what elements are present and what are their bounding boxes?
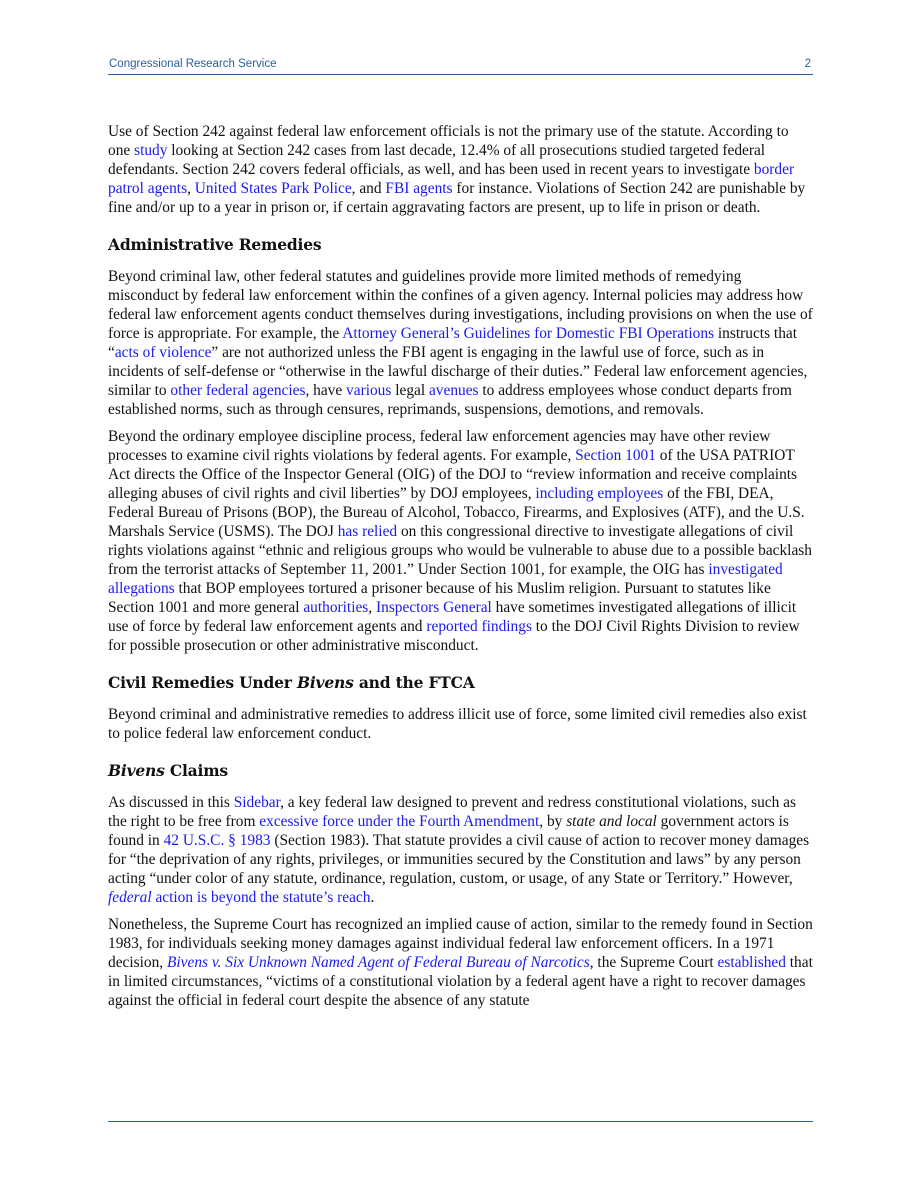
link-excessive-force[interactable]: excessive force under the Fourth Amendment: [259, 813, 540, 830]
publisher-name: Congressional Research Service: [109, 58, 277, 70]
link-avenues[interactable]: avenues: [428, 382, 479, 399]
link-fbi-agents[interactable]: FBI agents: [385, 180, 453, 197]
link-various[interactable]: various: [346, 382, 392, 399]
paragraph-review-processes: Beyond the ordinary employee discipline process, federal law enforcement agencies may have other review processes to examine civil rights violations by federal agents. For example, Section 1001 of the USA PATRIOT Act directs the Office of the Inspector General (OIG) of the DOJ to “review information and receive complaints alleging abuses of civil rights and civil liberties” by DOJ employees, including employees of the FBI, DEA, Federal Bureau of Prisons (BOP), the Bureau of Alcohol, Tobacco, Firearms, and Explosives (ATF), and the U.S. Marshals Service (USMS). The DOJ has relied on this congressional directive to investigate allegations of civil rights violations against “ethnic and religious groups who would be vulnerable to abuse due to a possible backlash from the terrorist attacks of September 11, 2001.” Under Section 1001, for example, the OIG has investigated allegations that BOP employees tortured a prisoner because of his Muslim religion. Pursuant to statutes like Section 1001 and more general authorities, Inspectors General have sometimes investigated allegations of illicit use of force by federal law enforcement agents and reported findings to the DOJ Civil Rights Division to review for possible prosecution or other administrative misconduct.: [108, 428, 812, 654]
paragraph-section-242: Use of Section 242 against federal law enforcement officials is not the primary use of the statute. According to one study looking at Section 242 cases from last decade, 12.4% of all prosecutions studied targeted federal defendants. Section 242 covers federal officials, as well, and has been used in recent years to investigate border patrol agents, United States Park Police, and FBI agents for instance. Violations of Section 242 are punishable by fine and/or up to a year in prison or, if certain aggravating factors are present, up to life in prison or death.: [108, 123, 806, 216]
link-federal-action-beyond-reach[interactable]: federal action is beyond the statute’s reach: [108, 889, 371, 906]
link-has-relied[interactable]: has relied: [337, 523, 398, 540]
paragraph-civil-remedies: Beyond criminal and administrative remedies to address illicit use of force, some limited civil remedies also exist to police federal law enforcement conduct.: [108, 706, 807, 742]
heading-bivens-claims: Bivens Claims: [108, 761, 228, 780]
link-42-usc-1983[interactable]: 42 U.S.C. § 1983: [163, 832, 271, 849]
paragraph-bivens-decision: Nonetheless, the Supreme Court has recognized an implied cause of action, similar to the remedy found in Section 1983, for individuals seeking money damages against individual federal law enforcement officers. In a 1971 decision, Bivens v. Six Unknown Named Agent of Federal Bureau of Narcotics, the Supreme Court established that in limited circumstances, “victims of a constitutional violation by a federal agent have a right to recover damages against the official in federal court despite the absence of any statute: [108, 916, 813, 1009]
footer-divider: [108, 1121, 813, 1122]
link-reported-findings[interactable]: reported findings: [426, 618, 532, 635]
page-header: [108, 56, 813, 75]
link-border-patrol-agents[interactable]: border patrol agents: [108, 161, 795, 197]
link-bivens-case[interactable]: Bivens v. Six Unknown Named Agent of Federal Bureau of Narcotics: [167, 954, 590, 971]
link-established[interactable]: established: [717, 954, 786, 971]
heading-civil-remedies: Civil Remedies Under Bivens and the FTCA: [108, 673, 475, 692]
document-body: [108, 122, 813, 1018]
paragraph-section-1983: As discussed in this Sidebar, a key federal law designed to prevent and redress constitutional violations, such as the right to be free from excessive force under the Fourth Amendment, by state and local government actors is found in 42 U.S.C. § 1983 (Section 1983). That statute provides a civil cause of action to recover money damages for “the deprivation of any rights, privileges, or immunities secured by the Constitution and laws” by any person acting “under color of any statute, ordinance, regulation, custom, or usage, of any State or Territory.” However, federal action is beyond the statute’s reach.: [108, 794, 810, 906]
link-park-police[interactable]: United States Park Police: [194, 180, 352, 197]
link-investigated-allegations[interactable]: investigated allegations: [108, 561, 783, 597]
link-acts-of-violence[interactable]: acts of violence: [114, 344, 212, 361]
link-other-federal-agencies[interactable]: other federal agencies: [170, 382, 306, 399]
link-inspectors-general[interactable]: Inspectors General: [376, 599, 492, 616]
paragraph-administrative-remedies: Beyond criminal law, other federal statutes and guidelines provide more limited methods of remedying misconduct by federal law enforcement within the confines of a given agency. Internal policies may address how federal law enforcement agents conduct themselves during investigations, including provisions on when the use of force is appropriate. For example, the Attorney General’s Guidelines for Domestic FBI Operations instructs that “acts of violence” are not authorized unless the FBI agent is engaging in the lawful use of force, such as in incidents of self-defense or “otherwise in the lawful discharge of their duties.” Federal law enforcement agencies, similar to other federal agencies, have various legal avenues to address employees whose conduct departs from established norms, such as through censures, reprimands, suspensions, demotions, and removals.: [108, 268, 813, 418]
page-number: 2: [804, 58, 811, 70]
link-study[interactable]: study: [134, 142, 168, 159]
link-section-1001[interactable]: Section 1001: [575, 447, 656, 464]
link-including-employees[interactable]: including employees: [535, 485, 664, 502]
link-sidebar[interactable]: Sidebar: [233, 794, 281, 811]
link-ag-guidelines[interactable]: Attorney General’s Guidelines for Domestic FBI Operations: [342, 325, 715, 342]
link-authorities[interactable]: authorities: [303, 599, 369, 616]
heading-administrative-remedies: Administrative Remedies: [108, 235, 322, 254]
